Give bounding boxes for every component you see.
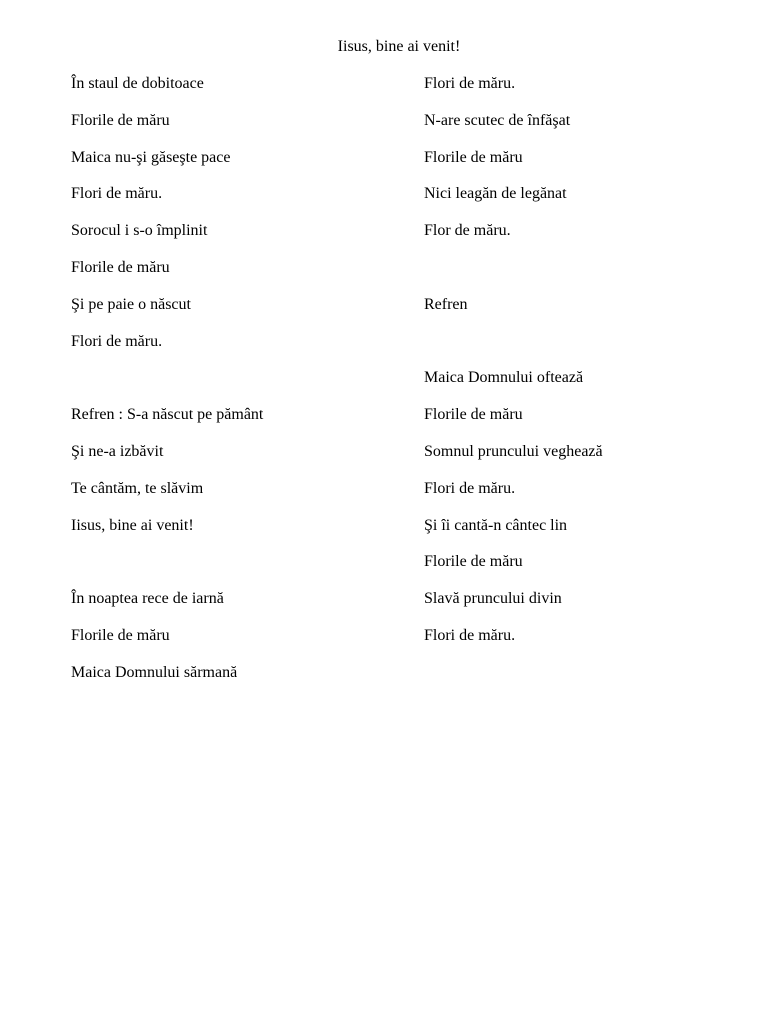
blank-line bbox=[424, 331, 744, 368]
lyric-line: Flori de măru. bbox=[424, 479, 516, 497]
lyric-line: Maica nu-şi găseşte pace bbox=[71, 148, 231, 166]
refrain-marker: Refren bbox=[424, 295, 468, 313]
lyric-line: Somnul pruncului veghează bbox=[424, 442, 603, 460]
blank-line bbox=[424, 257, 744, 294]
lyric-line: Maica Domnului oftează bbox=[424, 369, 584, 387]
lyric-line: Flori de măru. bbox=[71, 185, 163, 203]
right-column bbox=[424, 73, 744, 662]
lyric-line: Florile de măru bbox=[71, 258, 170, 276]
lyric-line: Florile de măru bbox=[424, 148, 523, 166]
lyric-line: Florile de măru bbox=[424, 553, 523, 571]
lyric-line: În noaptea rece de iarnă bbox=[71, 590, 224, 608]
left-column bbox=[71, 73, 401, 699]
lyric-line: În staul de dobitoace bbox=[71, 75, 204, 92]
blank-line bbox=[71, 551, 401, 588]
lyric-line: Nici leagăn de legănat bbox=[424, 185, 567, 203]
page-title: Iisus, bine ai venit! bbox=[337, 38, 461, 55]
refrain-line: Te cântăm, te slăvim bbox=[71, 479, 204, 497]
lyric-line: Florile de măru bbox=[71, 111, 170, 129]
refrain-line: Iisus, bine ai venit! bbox=[71, 516, 194, 534]
lyric-line: Florile de măru bbox=[71, 626, 170, 644]
lyric-line: N-are scutec de înfăşat bbox=[424, 111, 571, 129]
refrain-line: Refren : S-a născut pe pământ bbox=[71, 406, 264, 424]
lyric-line: Flor de măru. bbox=[424, 222, 511, 240]
lyric-line: Florile de măru bbox=[424, 406, 523, 424]
lyric-line: Flori de măru. bbox=[424, 626, 516, 644]
lyric-line: Sorocul i s-o împlinit bbox=[71, 222, 208, 240]
lyric-line: Şi pe paie o născut bbox=[71, 295, 191, 313]
lyric-line: Maica Domnului sărmană bbox=[71, 663, 238, 681]
lyric-line: Slavă pruncului divin bbox=[424, 590, 562, 608]
refrain-line: Şi ne-a izbăvit bbox=[71, 442, 164, 460]
lyric-line: Flori de măru. bbox=[424, 75, 516, 92]
lyric-line: Şi îi cantă-n cântec lin bbox=[424, 516, 568, 534]
lyric-line: Flori de măru. bbox=[71, 332, 163, 350]
blank-line bbox=[71, 367, 401, 404]
